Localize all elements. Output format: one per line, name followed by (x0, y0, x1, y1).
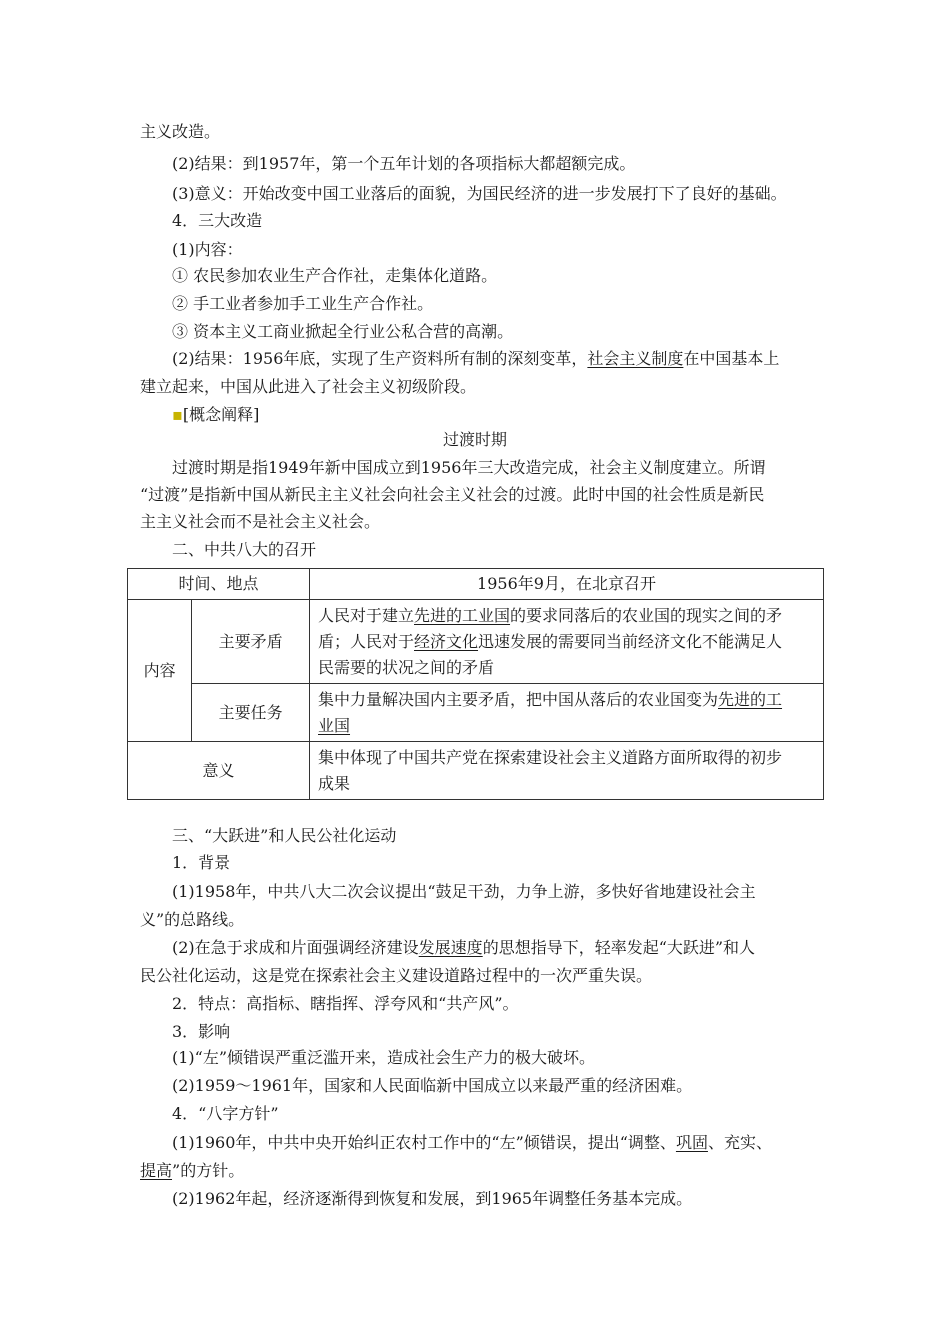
text-line: 建立起来，中国从此进入了社会主义初级阶段。 (140, 377, 477, 396)
table-cell: 主要任务 (192, 684, 310, 742)
list-item: ③ 资本主义工商业掀起全行业公私合营的高潮。 (172, 322, 514, 341)
subsection-heading: 1．背景 (172, 853, 231, 872)
section-heading: 4．三大改造 (172, 211, 263, 230)
text-line: (2)1962年起，经济逐渐得到恢复和发展，到1965年调整任务基本完成。 (172, 1189, 693, 1208)
text-span: 盾；人民对于 (318, 631, 415, 651)
concept-title: 过渡时期 (442, 430, 507, 449)
text-line: 2．特点：高指标、瞎指挥、浮夸风和“共产风”。 (172, 994, 519, 1013)
text-span: 的要求同落后的农业国的现实之间的矛 (510, 605, 783, 625)
text-line: 过渡时期是指1949年新中国成立到1956年三大改造完成，社会主义制度建立。所谓 (172, 458, 766, 477)
text-span: 的思想指导下，轻率发起“大跃进”和人 (482, 938, 756, 957)
table-cell: 1956年9月，在北京召开 (310, 569, 824, 600)
underlined-term: 提高 (140, 1161, 173, 1180)
underlined-term: 经济文化 (414, 631, 479, 651)
text-line: 民公社化运动，这是党在探索社会主义建设道路过程中的一次严重失误。 (140, 966, 653, 985)
cell-line: 集中体现了中国共产党在探索建设社会主义道路方面所取得的初步 (318, 747, 783, 767)
cell-line (318, 687, 815, 713)
list-item: ② 手工业者参加手工业生产合作社。 (172, 294, 434, 313)
table-cell: 主要矛盾 (192, 600, 310, 684)
text-line (172, 938, 755, 958)
table-row (128, 742, 824, 800)
cell-line: 民需要的状况之间的矛盾 (318, 657, 495, 677)
table-row (128, 569, 824, 600)
text-line: “过渡”是指新中国从新民主主义社会向社会主义社会的过渡。此时中国的社会性质是新民 (140, 485, 765, 504)
concept-tag-label: [概念阐释] (182, 405, 260, 424)
text-line: 义”的总路线。 (140, 910, 245, 929)
underlined-term: 先进的工业国 (414, 605, 511, 625)
text-span: 迅速发展的需要同当前经济文化不能满足人 (478, 631, 783, 651)
table-row (128, 600, 824, 684)
text-span: 在中国基本上 (683, 349, 780, 368)
underlined-term: 发展速度 (418, 938, 483, 957)
text-line: (1)1958年，中共八大二次会议提出“鼓足干劲，力争上游，多快好省地建设社会主 (172, 882, 756, 901)
table-cell: 意义 (128, 742, 310, 800)
table-row (128, 684, 824, 742)
cell-line (318, 603, 815, 629)
text-span: (2)在急于求成和片面强调经济建设 (172, 938, 419, 957)
text-line: (1)内容： (172, 240, 243, 259)
underlined-term: 业国 (318, 715, 351, 735)
underlined-term: 先进的工 (718, 689, 783, 709)
text-span: (2)结果：1956年底，实现了生产资料所有制的深刻变革， (172, 349, 588, 368)
text-line: (2)结果：到1957年，第一个五年计划的各项指标大都超额完成。 (172, 154, 636, 173)
text-line (140, 1161, 244, 1181)
text-line: (2)1959～1961年，国家和人民面临新中国成立以来最严重的经济困难。 (172, 1076, 693, 1095)
table-cell (310, 600, 824, 684)
text-span: ”的方针。 (172, 1161, 245, 1180)
table-cell (310, 742, 824, 800)
congress-table (127, 568, 824, 800)
text-line (172, 349, 779, 369)
section-heading: 二、中共八大的召开 (172, 540, 317, 559)
text-line: (1)“左”倾错误严重泛滥开来，造成社会生产力的极大破坏。 (172, 1048, 596, 1067)
subsection-heading: 4．“八字方针” (172, 1104, 279, 1123)
marker-icon: ▪ (172, 405, 183, 424)
text-line: 主主义社会而不是社会主义社会。 (140, 512, 381, 531)
underlined-term: 巩固 (675, 1133, 708, 1152)
underlined-term: 社会主义制度 (587, 349, 684, 368)
text-line: 主义改造。 (140, 122, 221, 141)
text-line (172, 1133, 772, 1153)
table-cell: 时间、地点 (128, 569, 310, 600)
text-line: (3)意义：开始改变中国工业落后的面貌，为国民经济的进一步发展打下了良好的基础。 (172, 184, 787, 203)
cell-line (318, 713, 815, 739)
text-span: 集中力量解决国内主要矛盾，把中国从落后的农业国变为 (318, 689, 719, 709)
table-cell (310, 684, 824, 742)
text-span: (1)1960年，中共中央开始纠正农村工作中的“左”倾错误，提出“调整、 (172, 1133, 676, 1152)
cell-line (318, 629, 815, 655)
list-item: ① 农民参加农业生产合作社，走集体化道路。 (172, 266, 498, 285)
concept-tag (172, 405, 259, 425)
section-heading: 三、“大跃进”和人民公社化运动 (172, 826, 397, 845)
table-cell: 内容 (128, 600, 192, 742)
cell-line: 成果 (318, 773, 351, 793)
text-span: 人民对于建立 (318, 605, 415, 625)
text-span: 、充实、 (707, 1133, 772, 1152)
subsection-heading: 3．影响 (172, 1022, 231, 1041)
